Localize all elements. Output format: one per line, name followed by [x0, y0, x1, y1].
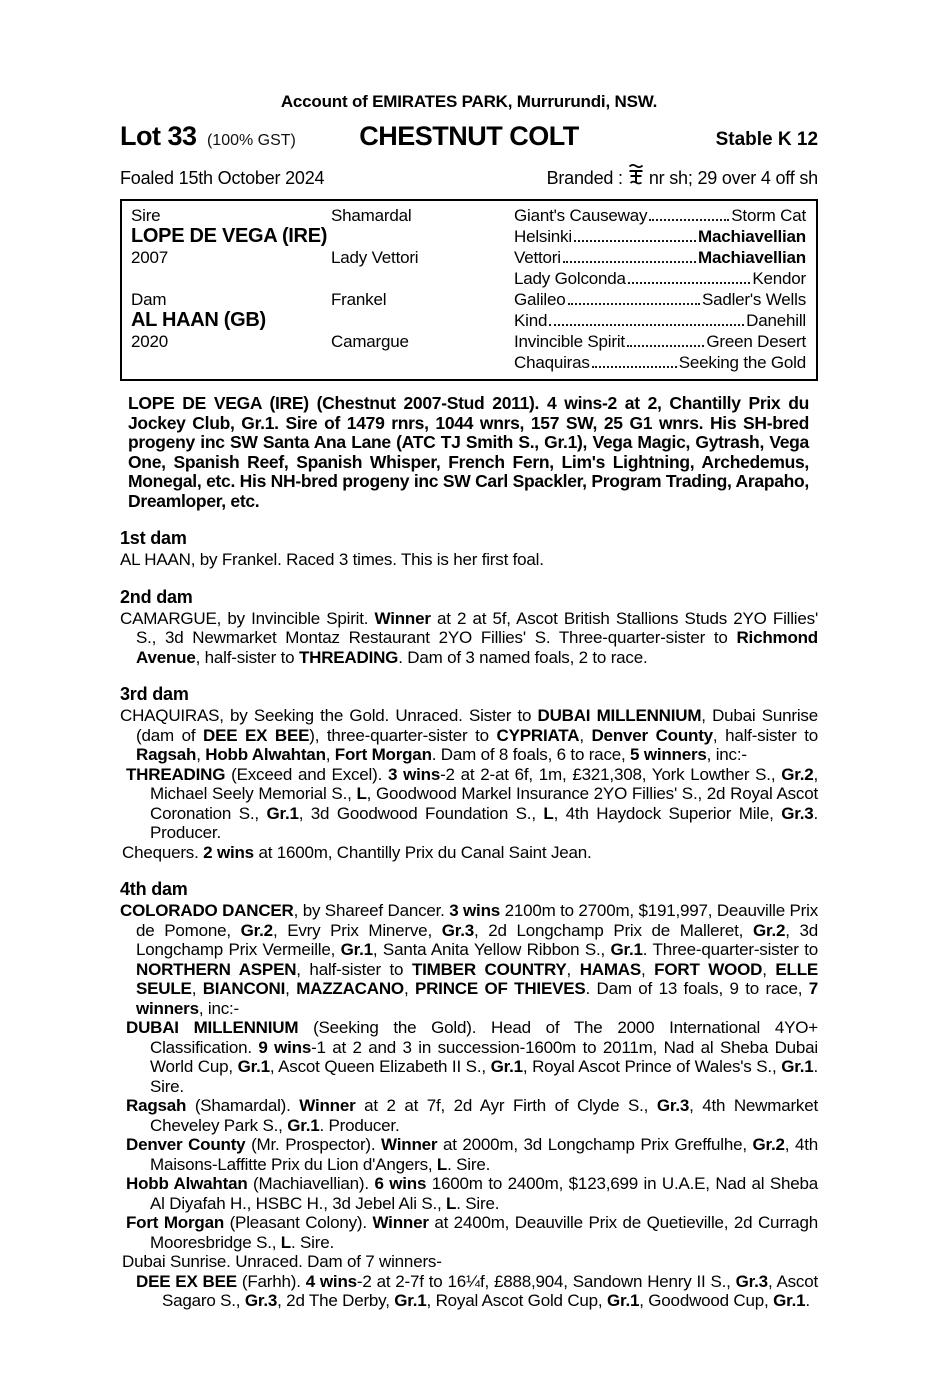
- page-title: CHESTNUT COLT: [359, 121, 579, 151]
- gen3-dam-name: Helsinki: [514, 227, 572, 246]
- pedigree-gen3-row: [514, 268, 806, 289]
- plain-text: Chequers.: [122, 842, 204, 862]
- dam-paragraph: [120, 706, 818, 765]
- bold-text: THREADING: [298, 647, 399, 667]
- gen3-dam-name: Chaquiras: [514, 353, 590, 372]
- stable-number: Stable K 12: [715, 129, 819, 150]
- plain-text: AL HAAN, by Frankel. Raced 3 times. This is her first foal.: [120, 550, 544, 569]
- plain-text: ,: [579, 725, 592, 745]
- plain-text: , Ascot Sagaro S.,: [162, 1271, 818, 1310]
- plain-text: . Dam of 3 named foals, 2 to race.: [398, 647, 648, 667]
- progeny-entry: [120, 1135, 818, 1174]
- bold-text: TIMBER COUNTRY: [411, 959, 567, 979]
- bold-text: Gr.1: [237, 1057, 270, 1076]
- plain-text: (Farhh).: [236, 1271, 306, 1291]
- progeny-entry: [120, 1096, 818, 1135]
- bold-text: Gr.1: [340, 940, 373, 959]
- plain-text: . Sire.: [290, 1232, 334, 1252]
- bold-text: ELLE SEULE: [136, 959, 819, 998]
- pedigree-gen2-name: Shamardal: [331, 206, 412, 225]
- bold-text: Gr.1: [606, 1291, 640, 1310]
- plain-text: (Seeking the Gold). Head of The 2000 International 4YO+ Classification.: [150, 1018, 818, 1057]
- plain-text: , 3d Goodwood Foundation S.,: [298, 803, 544, 823]
- bold-text: Gr.2: [752, 1135, 785, 1154]
- pedigree-gen3-row: [514, 352, 806, 373]
- pedigree-gen2-name: Camargue: [331, 332, 409, 351]
- leader-dots: [568, 303, 700, 305]
- plain-text: 2100m to 2700m, $191,997, Deauville Prix de Pomone,: [136, 901, 819, 940]
- bold-text: FORT WOOD: [654, 959, 763, 979]
- bold-text: PRINCE OF THIEVES: [414, 979, 586, 998]
- pedigree-gen3-row: [514, 331, 806, 352]
- pedigree-gen3-row: [514, 205, 806, 226]
- gen3-sire-name: Machiavellian: [698, 248, 806, 267]
- plain-text: , 4th Haydock Superior Mile,: [553, 803, 782, 823]
- plain-text: CAMARGUE, by Invincible Spirit.: [120, 608, 375, 628]
- bold-text: DUBAI MILLENNIUM: [126, 1018, 299, 1037]
- plain-text: .: [805, 1291, 810, 1310]
- plain-text: at 2 at 5f, Ascot British Stallions Studs 2YO Fillies' S., 3d Newmarket Montaz Restaurant 2YO Fillies' S. Three-quarter-sister to: [136, 608, 818, 647]
- plain-text: -1 at 2 and 3 in succession-1600m to 2011m, Nad al Sheba Dubai World Cup,: [150, 1037, 818, 1076]
- gen3-dam-name: Giant's Causeway: [514, 206, 648, 225]
- brand-mark-icon: [628, 163, 644, 191]
- bold-text: Richmond Avenue: [136, 628, 818, 667]
- account-line: Account of EMIRATES PARK, Murrurundi, NSW.: [280, 92, 658, 111]
- bold-text: Gr.3: [781, 803, 814, 823]
- bold-text: Gr.1: [266, 803, 299, 823]
- bold-text: Denver County: [591, 725, 713, 745]
- plain-text: , 2d Longchamp Prix de Malleret,: [474, 920, 753, 940]
- pedigree-gen3-row: [514, 247, 806, 268]
- leader-dots: [627, 345, 704, 347]
- plain-text: , inc:-: [706, 745, 747, 764]
- bold-text: Gr.1: [490, 1057, 523, 1076]
- plain-text: , Dubai Sunrise (dam of: [136, 706, 818, 745]
- plain-text: ,: [191, 979, 203, 998]
- plain-text: ,: [641, 959, 655, 979]
- bold-text: Gr.2: [752, 920, 786, 940]
- plain-text: , 2d The Derby,: [277, 1291, 395, 1310]
- bold-text: L: [543, 803, 554, 823]
- bold-text: Winner: [372, 1213, 429, 1232]
- plain-text: , 3d Longchamp Prix Vermeille,: [136, 920, 818, 959]
- plain-text: , 4th Newmarket Cheveley Park S.,: [150, 1096, 819, 1135]
- bold-text: Winner: [374, 608, 431, 628]
- plain-text: . Sire.: [447, 1154, 491, 1174]
- plain-text: CHAQUIRAS, by Seeking the Gold. Unraced. Sister to: [120, 706, 538, 725]
- plain-text: ,: [325, 745, 335, 764]
- leader-dots: [563, 261, 696, 263]
- dam-heading-2: 2nd dam: [120, 586, 193, 607]
- gen3-sire-name: Machiavellian: [698, 227, 806, 246]
- progeny-entry: [120, 1252, 818, 1272]
- leader-dots: [592, 366, 677, 368]
- bold-text: Winner: [299, 1096, 356, 1115]
- plain-text: (Exceed and Excel).: [225, 764, 388, 784]
- plain-text: ,: [566, 959, 580, 979]
- pedigree-label: 2020: [131, 332, 169, 351]
- leader-dots: [549, 324, 744, 326]
- plain-text: , Santa Anita Yellow Ribbon S.,: [372, 940, 611, 959]
- plain-text: -2 at 2-at 6f, 1m, £321,308, York Lowther S.,: [440, 764, 782, 784]
- plain-text: ,: [762, 959, 776, 979]
- plain-text: at 1600m, Chantilly Prix du Canal Saint Jean.: [253, 842, 592, 862]
- progeny-entry: [120, 1213, 818, 1252]
- bold-text: 2 wins: [203, 842, 254, 862]
- bold-text: NORTHERN ASPEN: [136, 959, 297, 979]
- pedigree-gen2-name: [331, 310, 514, 331]
- plain-text: , Michael Seely Memorial S.,: [150, 764, 819, 803]
- bold-text: BIANCONI: [202, 979, 286, 998]
- gen3-sire-name: Seeking the Gold: [678, 353, 806, 372]
- bold-text: Denver County: [126, 1135, 246, 1154]
- lot-left-group: [120, 121, 359, 152]
- plain-text: ), three-quarter-sister to: [309, 725, 497, 745]
- gen3-sire-name: Storm Cat: [731, 206, 806, 225]
- foaled-line: [120, 161, 818, 189]
- plain-text: . Dam of 13 foals, 9 to race,: [585, 979, 809, 998]
- gen3-sire-name: Kendor: [752, 269, 806, 288]
- plain-text: , Goodwood Cup,: [639, 1291, 774, 1310]
- plain-text: , Goodwood Markel Insurance 2YO Fillies' S., 2d Royal Ascot Coronation S.,: [150, 784, 818, 823]
- bold-text: MAZZACANO: [296, 979, 404, 998]
- pedigree-horse-name: LOPE DE VEGA (IRE): [131, 225, 328, 247]
- lot-number: Lot 33: [120, 121, 197, 151]
- bold-text: Gr.3: [441, 920, 474, 940]
- gen3-dam-name: Vettori: [514, 248, 561, 267]
- bold-text: Gr.1: [287, 1115, 320, 1135]
- bold-text: 3 wins: [449, 901, 501, 920]
- bold-text: Hobb Alwahtan: [205, 745, 326, 764]
- pedigree-gen2-name: [331, 226, 514, 247]
- pedigree-gen2-name: Lady Vettori: [331, 248, 419, 267]
- plain-text: 1600m to 2400m, $123,699 in U.A.E, Nad al Sheba Al Diyafah H., HSBC H., 3d Jebel Ali S.,: [150, 1174, 819, 1213]
- gen3-sire-name: Sadler's Wells: [701, 290, 806, 309]
- bold-text: 3 wins: [387, 764, 441, 784]
- leader-dots: [649, 219, 729, 221]
- plain-text: Dubai Sunrise. Unraced. Dam of 7 winners-: [122, 1252, 442, 1271]
- bold-text: Gr.3: [656, 1096, 690, 1115]
- bold-text: L: [446, 1193, 457, 1213]
- dam-paragraph: [120, 609, 818, 668]
- bold-text: Hobb Alwahtan: [126, 1174, 248, 1193]
- bold-text: Gr.3: [244, 1291, 278, 1310]
- bold-text: Gr.3: [735, 1271, 768, 1291]
- dam-sections: [120, 528, 818, 1311]
- plain-text: (Pleasant Colony).: [224, 1213, 373, 1232]
- branded-info: [547, 161, 818, 189]
- branded-detail: nr sh; 29 over 4 off sh: [648, 168, 818, 188]
- bold-text: Fort Morgan: [126, 1213, 225, 1232]
- pedigree-table: [120, 199, 818, 381]
- bold-text: 4 wins: [305, 1271, 357, 1291]
- bold-text: 6 wins: [374, 1174, 427, 1193]
- pedigree-gen2-name: [331, 352, 514, 373]
- plain-text: at 2000m, 3d Longchamp Prix Greffulhe,: [437, 1135, 753, 1154]
- gen3-dam-name: Lady Golconda: [514, 269, 626, 288]
- sire-blurb: LOPE DE VEGA (IRE) (Chestnut 2007-Stud 2011). 4 wins-2 at 2, Chantilly Prix du Jockey Club, Gr.1. Sire of 1479 rnrs, 1044 wnrs, 157 SW, 25 G1 wnrs. His SH-bred progeny inc SW Santa Ana Lane (ATC TJ Smith S., Gr.1), Vega Magic, Gytrash, Vega One, Spanish Reef, Spanish Whisper, French Fern, Lim's Lightning, Archedemus, Monegal, etc. His NH-bred progeny inc SW Carl Spackler, Program Trading, Arapaho, Dreamloper, etc.: [128, 393, 809, 511]
- bold-text: HAMAS: [579, 959, 642, 979]
- plain-text: , Royal Ascot Gold Cup,: [426, 1291, 607, 1310]
- plain-text: -2 at 2-7f to 16¼f, £888,904, Sandown Henry II S.,: [356, 1271, 736, 1291]
- leader-dots: [628, 282, 751, 284]
- bold-text: DUBAI MILLENNIUM: [537, 706, 702, 725]
- bold-text: THREADING: [126, 764, 226, 784]
- pedigree-gen3-row: [514, 310, 806, 331]
- dam-paragraph: [120, 550, 818, 570]
- bold-text: DEE EX BEE: [203, 725, 310, 745]
- plain-text: . Sire.: [456, 1193, 500, 1213]
- plain-text: , 4th Maisons-Laffitte Prix du Lion d'Angers,: [150, 1135, 818, 1174]
- pedigree-gen2-name: [331, 268, 514, 289]
- plain-text: , half-sister to: [195, 647, 299, 667]
- plain-text: . Sire.: [150, 1057, 818, 1096]
- bold-text: 7 winners: [136, 979, 819, 1018]
- bold-text: Gr.1: [781, 1057, 814, 1076]
- gen3-sire-name: Danehill: [746, 311, 806, 330]
- pedigree-label: [131, 268, 331, 289]
- bold-text: 5 winners: [630, 745, 707, 764]
- pedigree-gen2-name: Frankel: [331, 290, 387, 309]
- plain-text: , inc:-: [198, 998, 240, 1018]
- sub-progeny-entry: [120, 1272, 818, 1311]
- bold-text: Gr.1: [773, 1291, 806, 1310]
- progeny-entry: [120, 765, 818, 843]
- lot-line: [120, 121, 818, 152]
- bold-text: Gr.1: [610, 940, 643, 959]
- bold-text: Ragsah: [126, 1096, 187, 1115]
- branded-label: Branded :: [546, 168, 623, 188]
- gen3-sire-name: Green Desert: [706, 332, 806, 351]
- bold-text: Gr.1: [394, 1291, 427, 1310]
- gen3-dam-name: Galileo: [514, 290, 566, 309]
- bold-text: Gr.2: [781, 764, 814, 784]
- pedigree-label: Dam: [131, 290, 167, 309]
- foaled-date: Foaled 15th October 2024: [120, 168, 325, 188]
- dam-heading-3: 3rd dam: [120, 684, 189, 704]
- bold-text: Ragsah: [136, 745, 197, 764]
- plain-text: ,: [285, 979, 297, 998]
- leader-dots: [574, 240, 696, 242]
- plain-text: , Evry Prix Minerve,: [272, 920, 442, 940]
- dam-heading-1: 1st dam: [120, 528, 187, 548]
- plain-text: (Shamardal).: [186, 1096, 300, 1115]
- plain-text: , Ascot Queen Elizabeth II S.,: [269, 1057, 491, 1076]
- plain-text: , by Shareef Dancer.: [293, 901, 450, 920]
- bold-text: L: [280, 1232, 291, 1252]
- plain-text: . Producer.: [150, 803, 818, 842]
- bold-text: L: [356, 784, 367, 803]
- plain-text: (Mr. Prospector).: [245, 1135, 382, 1154]
- plain-text: at 2 at 7f, 2d Ayr Firth of Clyde S.,: [355, 1096, 657, 1115]
- plain-text: ,: [196, 745, 206, 764]
- plain-text: , Royal Ascot Prince of Wales's S.,: [522, 1057, 782, 1076]
- bold-text: Winner: [381, 1135, 438, 1154]
- plain-text: at 2400m, Deauville Prix de Quetieville, 2d Curragh Mooresbridge S.,: [150, 1213, 818, 1252]
- bold-text: COLORADO DANCER: [120, 901, 294, 920]
- plain-text: . Three-quarter-sister to: [642, 940, 818, 959]
- plain-text: ,: [403, 979, 415, 998]
- bold-text: Gr.2: [240, 920, 273, 940]
- progeny-entry: [120, 1174, 818, 1213]
- progeny-entry: [120, 843, 818, 863]
- gen3-dam-name: Invincible Spirit: [514, 332, 625, 351]
- progeny-entry: [120, 1018, 818, 1096]
- plain-text: , half-sister to: [712, 725, 818, 745]
- gst-note: (100% GST): [206, 132, 296, 149]
- pedigree-label: [131, 352, 331, 373]
- bold-text: L: [436, 1154, 448, 1174]
- pedigree-gen3-row: [514, 289, 806, 310]
- bold-text: Fort Morgan: [334, 745, 432, 764]
- bold-text: 9 wins: [258, 1037, 312, 1057]
- pedigree-horse-name: AL HAAN (GB): [131, 309, 266, 331]
- pedigree-label: 2007: [131, 248, 169, 267]
- pedigree-gen3-row: [514, 226, 806, 247]
- gen3-dam-name: Kind: [514, 311, 548, 330]
- pedigree-label: Sire: [131, 206, 161, 225]
- plain-text: (Machiavellian).: [247, 1174, 375, 1193]
- plain-text: , half-sister to: [296, 959, 412, 979]
- dam-heading-4: 4th dam: [120, 879, 188, 899]
- bold-text: CYPRIATA: [496, 725, 580, 745]
- plain-text: . Dam of 8 foals, 6 to race,: [431, 745, 631, 764]
- bold-text: DEE EX BEE: [136, 1271, 237, 1291]
- plain-text: . Producer.: [319, 1115, 400, 1135]
- dam-paragraph: [120, 901, 818, 1018]
